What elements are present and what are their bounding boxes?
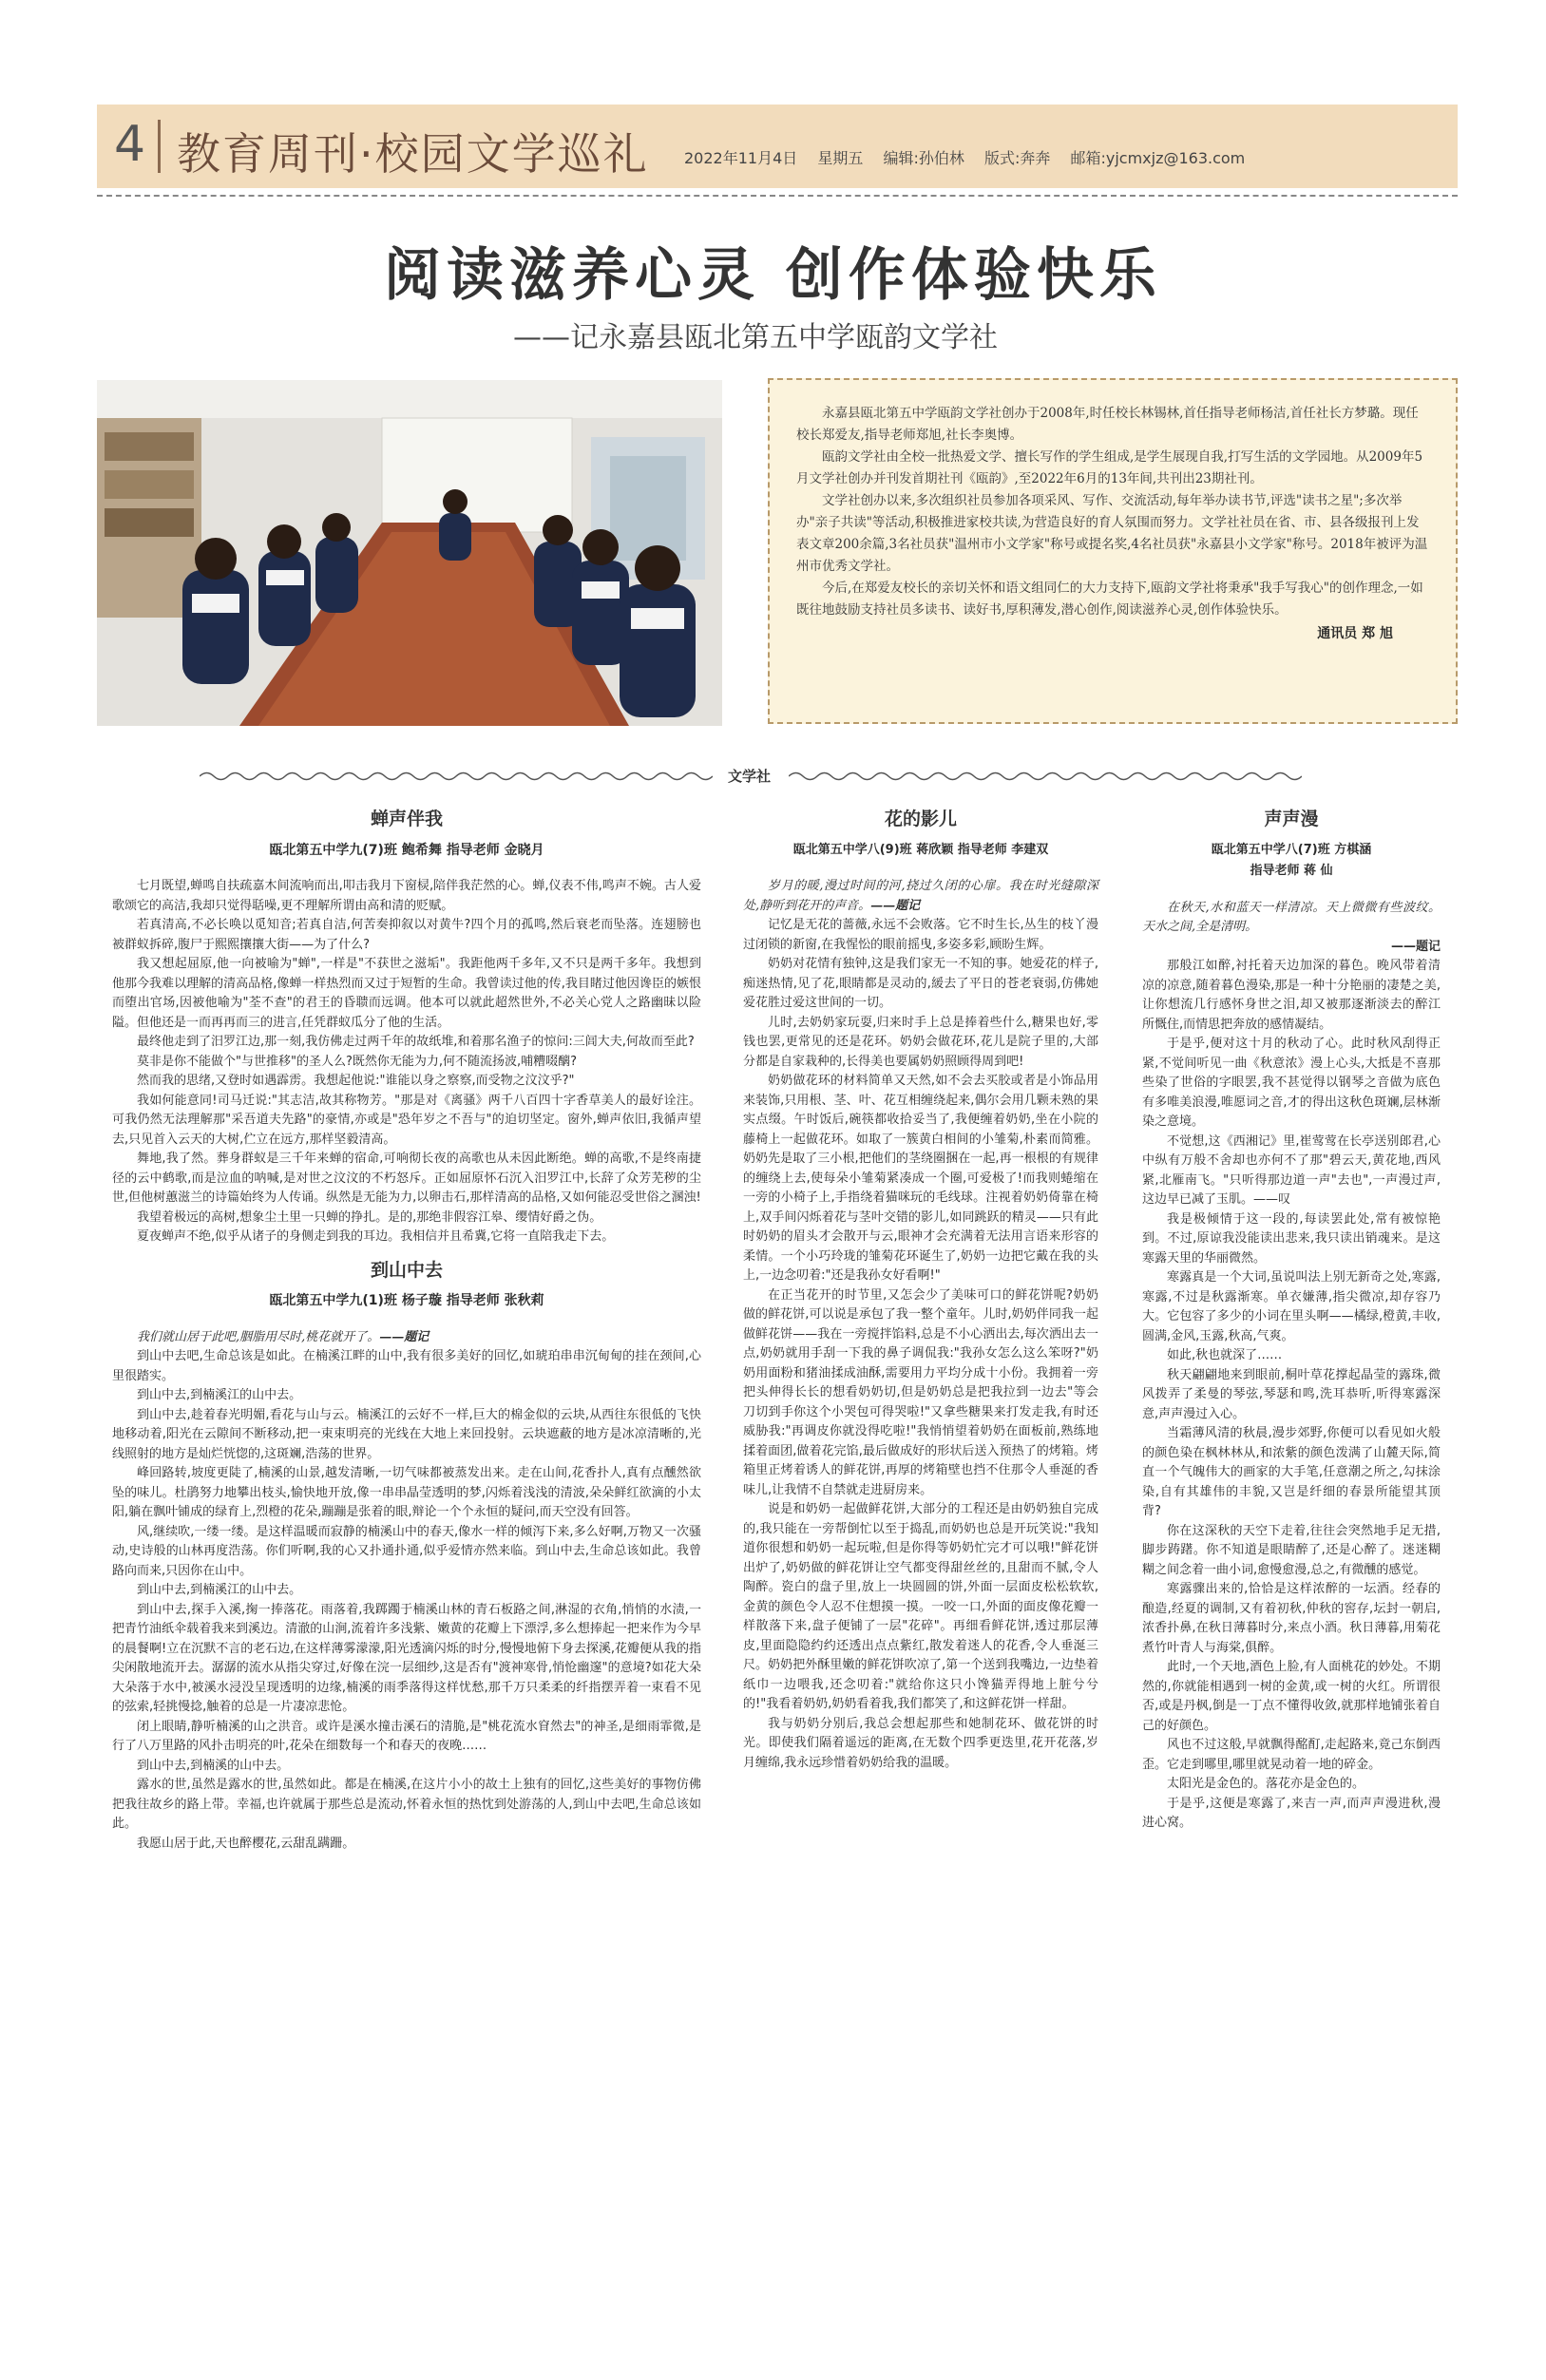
article-paragraph: 闭上眼睛,静听楠溪的山之洪音。或许是溪水撞击溪石的清脆,是"桃花流水窅然去"的神圣,是细雨霏微,是行了八万里路的风扑击明亮的叶,花朵在细数每一个和春天的夜晚…… [112,1719,701,1753]
article-paragraph: 莫非是你不能做个"与世推移"的圣人么?既然你无能为力,何不随流扬波,哺糟啜醨? [137,1054,578,1069]
issue-weekday: 星期五 [817,149,864,167]
article-paragraph: 峰回路转,坡度更陡了,楠溪的山景,越发清晰,一切气味都被蒸发出来。走在山间,花香扑人,真有点醺然欲坠的味儿。杜鹃努力地攀出枝头,愉快地开放,像一串串晶莹透明的梦,闪烁着浅浅的清波,朵朵鲜红欲滴的小太阳,躺在飘叶铺成的绿育上,烈橙的花朵,蹦蹦是张着的眼,辩论一个个永恒的疑问,而天空没有回答。 [112,1466,701,1519]
article-paragraph: 最终他走到了汨罗江边,那一刻,我仿佛走过两千年的故纸堆,和着那名渔子的惊问:三闾大夫,何故而至此? [137,1035,695,1049]
section-label: 文学社 [728,768,772,785]
article-paragraph: 奶奶做花环的材料简单又天然,如不会去买胶或者是小饰品用来装饰,只用根、茎、叶、花互相缠绕起来,偶尔会用几颗未熟的果实点缀。午时饭后,碗筷都收拾妥当了,我便缠着奶奶,坐在小院的藤椅上一起做花环。如取了一簇黄白相间的小雏菊,朴素而简雅。奶奶先是取了三小根,把他们的茎绕圈捆在一起,再一根根的有规律的缠绕上去,使每朵小雏菊紧凑成一个圈,可爱极了!而我则蜷缩在一旁的小椅子上,手指绕着猫咪玩的毛线球。注视着奶奶倚靠在椅上,双手间闪烁着花与茎叶交错的影儿,如同跳跃的精灵——只有此时奶奶的眉头才会散开与云,眼神才会充满着无法用言语来形容的柔情。一个小巧玲珑的雏菊花环诞生了,奶奶一边把它戴在我的头上,一边念叨着:"还是我孙女好看啊!" [743,1074,1098,1283]
issue-info [684,146,1260,168]
masthead-divider [97,195,1458,197]
article-paragraph: 当霜薄风清的秋晨,漫步郊野,你便可以看见如火般的颜色染在枫林林从,和浓紫的颜色泼满了山麓天际,简直一个气魄伟大的画家的大手笔,任意潮之所之,勾抹涂染,自有其雄伟的丰貌,又岂是纤细的春景所能望其顶背? [1142,1426,1441,1518]
epigraph-text: 我们就山居于此吧,胭脂用尽时,桃花就开了。 [137,1329,380,1344]
article-paragraph: 我又想起屈原,他一向被喻为"蝉",一样是"不获世之滋垢"。我距他两千多年,又不只是两千多年。我想到他那今我难以理解的清高品格,像蝉一样热烈而又过于短暂的生命。我曾读过他的传,我目睹过他因谗臣的嫉恨而堕出官场,因被他喻为"荃不查"的君王的昏聩而远调。他本可以就此超然世外,不必关心党人之路幽昧以险隘。但他还是一而再再而三的进言,任凭群蚁瓜分了他的生活。 [112,957,701,1030]
article-title: 声声漫 [1264,809,1319,829]
article-paragraph: 我愿山居于此,天也醉樱花,云甜乱蹒跚。 [137,1836,355,1851]
article-paragraph: 我望着极远的高树,想象尘土里一只蝉的挣扎。是的,那绝非假容江皋、缨情好爵之伪。 [137,1209,602,1225]
column-right [1142,809,1441,1834]
issue-date: 2022年11月4日 [684,149,798,167]
section-name: 教育周刊·校园文学巡礼 [177,128,649,180]
page-number: 4 [114,116,146,173]
intro-paragraph: 今后,在郑爱友校长的亲切关怀和语文组同仁的大力支持下,瓯韵文学社将秉承"我手写我心"的创作理念,一如既往地鼓励支持社员多读书、读好书,厚积薄发,潜心创作,阅读滋养心灵,创作体验快乐。 [796,581,1423,618]
article-paragraph: 若真清高,不必长唤以觅知音;若真自洁,何苦奏抑叙以对黄牛?四个月的孤鸣,然后衰老而坠落。连翅膀也被群蚁拆碎,腹尸于熙熙攘攘大街——为了什么? [112,918,701,952]
epigraph-note: ——题记 [870,898,921,913]
intro-paragraph: 永嘉县瓯北第五中学瓯韵文学社创办于2008年,时任校长林锡林,首任指导老师杨洁,首任社长方梦璐。现任校长郑爱友,指导老师郑旭,社长李奥博。 [796,406,1419,443]
article-paragraph: 七月既望,蝉鸣自扶疏嘉木间流响而出,叩击我月下窗棂,陪伴我茫然的心。蝉,仪表不伟,鸣声不婉。古人爱歌颂它的高洁,我却只觉得聒噪,更不理解所谓由高和清的贬赋。 [112,879,701,913]
article-paragraph: 我与奶奶分别后,我总会想起那些和她制花环、做花饼的时光。即使我们隔着遥远的距离,在无数个四季更迭里,花开花落,岁月缠绵,我永远珍惜着奶奶给我的温暖。 [743,1716,1098,1770]
article-byline: 瓯北第五中学九(7)班 鲍希舞 指导老师 金晓月 [269,842,544,858]
page-subtitle: ——记永嘉县瓯北第五中学瓯韵文学社 [513,321,998,354]
page-title: 阅读滋养心灵 创作体验快乐 [384,242,1162,309]
article-paragraph: 我是极倾情于这一段的,每读罢此处,常有被惊艳到。不过,原谅我没能读出悲来,我只读出销魂来。是这寒露天里的华丽微然。 [1142,1211,1441,1266]
intro-signature: 通讯员 郑 旭 [1317,626,1393,641]
article-epigraph: 在秋天,水和蓝天一样清凉。天上微微有些波纹。天水之间,全是清明。 [1142,900,1441,934]
article-paragraph: 奶奶对花情有独钟,这是我们家无一不知的事。她爱花的样子,痴迷热情,见了花,眼睛都是灵动的,緩去了平日的苍老衰弱,仿佛她爱花胜过爱这世间的一切。 [743,957,1098,1010]
article-paragraph: 到山中去,到楠溪的山中去。 [137,1758,290,1773]
epigraph-note: ——题记 [379,1329,429,1344]
article-paragraph: 太阳光是金色的。落花亦是金色的。 [1167,1777,1365,1791]
epigraph-note: ——题记 [1390,939,1441,954]
article-title: 花的影儿 [884,809,957,829]
article-paragraph: 露水的世,虽然是露水的世,虽然如此。都是在楠溪,在这片小小的故土上独有的回忆,这些美好的事物仿佛把我往故乡的路上带。幸福,也许就属于那些总是流动,怀着永恒的热忱到处游荡的人,到山中去吧,生命总该如此。 [112,1778,701,1831]
contact-email: 邮箱:yjcmxjz@163.com [1070,149,1246,167]
article-paragraph: 于是乎,这便是寒露了,来吉一声,而声声漫进秋,漫进心窝。 [1142,1796,1441,1830]
article-paragraph: 说是和奶奶一起做鲜花饼,大部分的工程还是由奶奶独自完成的,我只能在一旁帮倒忙以至于捣乱,而奶奶也总是开玩笑说:"我知道你很想和奶奶一起玩啦,但是你得等奶奶忙完才可以哦!"鲜花饼出炉了,奶奶做的鲜花饼让空气都变得甜丝丝的,且甜而不腻,令人陶醉。瓷白的盘子里,放上一块圆圆的饼,外面一层面皮松松软软,金黄的颜色令人忍不住想摸一摸。一咬一口,外面的面皮像花瓣一样散落下来,盘子便铺了一层"花碎"。再细看鲜花饼,透过那层薄皮,里面隐隐约约还透出点点紫红,散发着迷人的花香,令人垂涎三尺。奶奶把外酥里嫩的鲜花饼吹凉了,第一个送到我嘴边,一边垫着纸巾一边喂我,还念叨着:"就给你这只小馋猫弄得地上脏兮兮的!"我看着奶奶,奶奶看着我,我们都笑了,和这鲜花饼一样甜。 [743,1502,1098,1711]
wavy-divider-left [200,770,713,783]
article-paragraph: 然而我的思绪,又登时如遇霹雳。我想起他说:"谁能以身之察察,而受物之汶汶乎?" [137,1074,575,1088]
article-paragraph: 到山中去吧,生命总该是如此。在楠溪江畔的山中,我有很多美好的回忆,如琥珀串串沉甸甸的挂在颈间,心里很踏实。 [112,1349,701,1383]
article-paragraph: 到山中去,到楠溪江的山中去。 [137,1583,302,1597]
article-byline: 瓯北第五中学八(7)班 方棋涵 [1211,842,1372,857]
article-epigraph [743,877,1098,916]
article-paragraph: 那般江如醉,衬托着天边加深的暮色。晚风带着清凉的凉意,随着暮色漫染,那是一种十分艳丽的凄楚之美,让你想流几行感怀身世之泪,却又被那逐渐淡去的醉江所慨住,而情思把奔放的感情凝结。 [1142,959,1441,1032]
article-byline: 瓯北第五中学八(9)班 蒋欣颖 指导老师 李建双 [792,842,1049,857]
masthead-band [97,105,1458,188]
article-paragraph: 记忆是无花的蔷薇,永远不会败落。它不时生长,丛生的枝丫漫过闭锁的新窗,在我惺忪的眼前摇曳,多姿多彩,顾盼生辉。 [743,918,1098,952]
classroom-photo [97,380,722,726]
article-advisor: 指导老师 蒋 仙 [1250,864,1333,878]
article-paragraph: 于是乎,便对这十月的秋动了心。此时秋风刮得正紧,不觉间听见一曲《秋意浓》漫上心头,大抵是不喜那些染了世俗的字眼罢,我不甚觉得以钢琴之音做为底色有多唯美浪漫,唯愿词之音,才的得出这秋色斑斓,层林渐染之意境。 [1142,1037,1441,1129]
article-paragraph: 到山中去,趁着春光明媚,看花与山与云。楠溪江的云好不一样,巨大的棉金似的云块,从西往东很低的飞快地移动着,阳光在云隙间不断移动,把一束束明亮的光线在大地上来回投射。云块遮蔽的地方是冰凉清晰的,光线照射的地方是灿烂恍惚的,这斑斓,浩荡的世界。 [112,1407,701,1461]
article-title: 蝉声伴我 [370,809,443,829]
epigraph-text: 岁月的暖,漫过时间的河,挠过久闭的心扉。我在时光缝隙深处,静听到花开的声音。 [743,879,1098,913]
wavy-divider-right [789,770,1302,783]
classroom-photo-illustration [97,380,722,726]
article-paragraph: 如此,秋也就深了…… [1167,1348,1283,1362]
article-paragraph: 你在这深秋的天空下走着,往往会突然地手足无措,脚步踌躇。你不知道是眼睛醉了,还是心醉了。迷迷糊糊之间念着一曲小词,愈慢愈漫,总之,有微醺的感觉。 [1142,1523,1441,1577]
article-paragraph: 秋天翩翩地来到眼前,桐叶草花撑起晶莹的露珠,微风拨弄了柔曼的琴弦,琴瑟和鸣,洗耳恭听,听得寒露深意,声声漫过入心。 [1142,1367,1441,1421]
club-intro-box [768,378,1458,724]
article-paragraph: 风,继续吹,一缕一缕。是这样温暖而寂静的楠溪山中的春天,像水一样的倾泻下来,多么好啊,万物又一次骚动,史诗般的山林再度浩荡。你们听啊,我的心又扑通扑通,似乎爱情亦然来临。到山中去,生命总该如此。我曾路向而来,只因你在山中。 [112,1524,701,1578]
column-left [112,809,701,1854]
intro-paragraph: 文学社创办以来,多次组织社员参加各项采风、写作、交流活动,每年举办读书节,评选"读书之星";多次举办"亲子共读"等活动,积极推进家校共读,为营造良好的育人氛围而努力。文学社社员在省、市、县各级报刊上发表文章200余篇,3名社员获"温州市小文学家"称号或提名奖,4名社员获"永嘉县小文学家"称号。2018年被评为温州市优秀文学社。 [796,493,1428,574]
article-paragraph: 不觉想,这《西湘记》里,崔莺莺在长亭送别郎君,心中纵有万般不舍却也亦何不了那"碧云天,黄花地,西风紧,北雁南飞。"只听得那边道一声"去也",一声漫过声,这边早已减了玉肌。——叹 [1142,1133,1441,1207]
article-byline: 瓯北第五中学九(1)班 杨子璇 指导老师 张秋莉 [269,1293,544,1308]
article-paragraph: 在正当花开的时节里,又怎会少了美味可口的鲜花饼呢?奶奶做的鲜花饼,可以说是承包了我一整个童年。儿时,奶奶伴同我一起做鲜花饼——我在一旁搅拌馅料,总是不小心洒出去,每次洒出去一点,奶奶就用手刮一下我的鼻子调侃我:"我孙女怎么这么笨呀?"奶奶用面粉和猪油揉成油酥,需要用力平均分成十小份。我拥着一旁把头伸得长长的想看奶奶切,但是奶奶总是把我拉到一边去"等会刀切到手你这个小哭包可得哭啦!"又拿些糖果来打发走我,有时还威胁我:"再调皮你就没得吃啦!"我悄悄望着奶奶在面板前,熟练地揉着面团,做着花完馅,最后做成好的形状后送入预热了的烤箱。烤箱里正烤着诱人的鲜花饼,再厚的烤箱壁也挡不住那令人垂涎的香味儿,让我情不自禁就走进厨房来。 [743,1287,1098,1497]
intro-paragraph: 瓯韵文学社由全校一批热爱文学、擅长写作的学生组成,是学生展现自我,打写生活的文学园地。从2009年5月文学社创办并刊发首期社刊《瓯韵》,至2022年6月的13年间,共刊出23期社刊。 [796,449,1423,486]
article-paragraph: 夏夜蝉声不绝,似乎从诸子的身侧走到我的耳边。我相信并且希冀,它将一直陪我走下去。 [137,1229,615,1244]
column-middle [743,809,1098,1773]
article-paragraph: 寒露真是一个大词,虽说叫法上别无新奇之处,寒露,寒露,不过是秋露渐寒。单衣嫌薄,指尖微凉,却存容乃大。它包容了多少的小词在里头啊——橘绿,橙黄,丰收,圆满,金风,玉露,秋高,气爽。 [1142,1270,1441,1343]
article-paragraph: 此时,一个天地,酒色上脸,有人面桃花的妙处。不期然的,你就能相遇到一树的金黄,或一树的火红。所谓很否,或是丹枫,倒是一丁点不懂得收敛,就那样地铺张着自己的好颜色。 [1142,1660,1441,1733]
article-paragraph: 舞地,我了然。葬身群蚁是三千年来蝉的宿命,可响彻长夜的高歌也从未因此断绝。蝉的高歌,不是终南捷径的云中鹤歌,而是泣血的呐喊,是对世之汶汶的不朽怒斥。正如屈原怀石沉入汨罗江中,长辞了众芳芜秽的尘世,但他树蕙滋兰的诗篇始终为人传诵。纵然是无能为力,以卵击石,那样清高的品格,又如何能忍受世俗之溷浊! [112,1152,701,1205]
editor-credit: 编辑:孙伯林 [883,149,964,167]
article-paragraph: 寒露骤出来的,恰恰是这样浓醉的一坛酒。经春的酿造,经夏的调制,又有着初秋,仲秋的窖存,坛封一朝启,浓香扑鼻,在秋日薄暮时分,来点小酒。秋日薄暮,用菊花煮竹叶青人与海棠,俱醉。 [1142,1582,1441,1655]
article-paragraph: 风也不过这般,早就飘得酩酊,走起路来,竟己东倒西歪。它走到哪里,哪里就晃动着一地的碎金。 [1142,1738,1441,1772]
designer-credit: 版式:奔奔 [983,149,1051,167]
article-epigraph [112,1328,701,1348]
article-paragraph: 到山中去,到楠溪江的山中去。 [137,1388,302,1402]
article-title: 到山中去 [370,1259,443,1281]
article-paragraph: 我如何能意同!司马迁说:"其志洁,故其称物芳。"那是对《离骚》两千八百四十字香草美人的最好诠注。可我仍然无法理解那"采吾道夫先路"的豪情,亦或是"恐年岁之不吾与"的迫切坚定。窗外,蝉声依旧,我循声望去,只见首入云天的大树,伫立在远方,那样坚毅清高。 [112,1093,701,1147]
article-paragraph: 儿时,去奶奶家玩耍,归来时手上总是捧着些什么,糖果也好,零钱也罢,更常见的还是花环。奶奶会做花环,花儿是院子里的,大部分都是自家栽种的,长得美也要属奶奶照顾得周到吧! [743,1015,1098,1069]
masthead-separator [158,120,161,173]
article-paragraph: 到山中去,探手入溪,掬一捧落花。雨落着,我踯躅于楠溪山林的青石板路之间,淋湿的衣角,悄悄的水渍,一把青竹油纸伞载着我来到溪边。清澈的山涧,流着许多浅紫、嫩黄的花瓣上下漂浮,多么想捧起一把来作为今早的晨餐啊!立在沉默不言的老石边,在这样薄雾濛濛,阳光透滴闪烁的时分,慢慢地俯下身去探溪,花瓣便从我的指尖闲散地流开去。潺潺的流水从指尖穿过,好像在浣一层细纱,这是否有"渡神寒骨,悄怆幽邃"的意境?如花大朵大朵落于水中,被溪水浸没呈现透明的边缘,楠溪的雨季落得这样忧愁,那千万只柔柔的纤指摆弄着一束看不见的弦索,轻挑慢捻,触着的总是一片凄凉悲怆。 [112,1602,701,1714]
